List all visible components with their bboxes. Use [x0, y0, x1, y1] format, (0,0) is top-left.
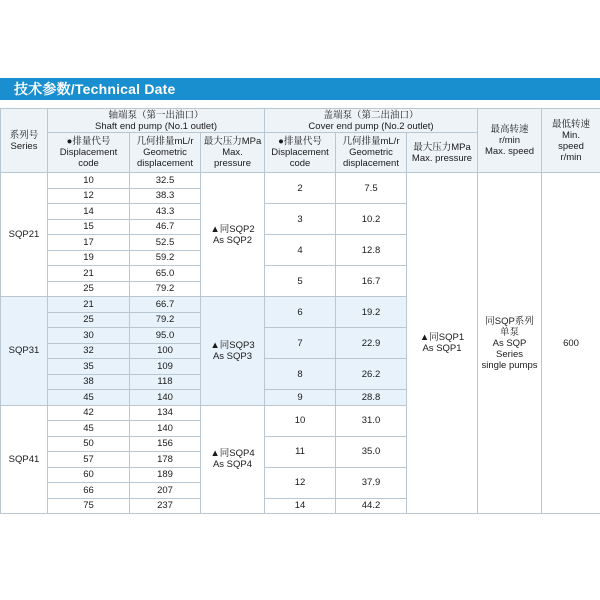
shaft-geo-disp-cell: 65.0 — [130, 266, 201, 282]
shaft-geo-disp-cell: 95.0 — [130, 328, 201, 344]
header-cover-disp-code: ●排量代号 Displacement code — [265, 133, 336, 173]
cover-geo-disp-cell: 35.0 — [336, 436, 407, 467]
cover-disp-code-cell: 7 — [265, 328, 336, 359]
series-cell: SQP21 — [1, 173, 48, 297]
cover-geo-disp-cell: 19.2 — [336, 297, 407, 328]
cover-geo-disp-cell: 28.8 — [336, 390, 407, 406]
cover-disp-code-cell: 14 — [265, 498, 336, 514]
shaft-disp-code-cell: 25 — [48, 281, 130, 297]
shaft-disp-code-cell: 32 — [48, 343, 130, 359]
shaft-disp-code-cell: 30 — [48, 328, 130, 344]
header-shaft-max-pressure: 最大压力MPa Max. pressure — [201, 133, 265, 173]
header-shaft-geo-disp: 几何排量mL/r Geometric displacement — [130, 133, 201, 173]
shaft-geo-disp-cell: 140 — [130, 421, 201, 437]
shaft-geo-disp-cell: 43.3 — [130, 204, 201, 220]
shaft-geo-disp-cell: 100 — [130, 343, 201, 359]
shaft-geo-disp-cell: 118 — [130, 374, 201, 390]
shaft-disp-code-cell: 38 — [48, 374, 130, 390]
shaft-disp-code-cell: 45 — [48, 390, 130, 406]
shaft-geo-disp-cell: 52.5 — [130, 235, 201, 251]
shaft-disp-code-cell: 17 — [48, 235, 130, 251]
cover-geo-disp-cell: 16.7 — [336, 266, 407, 297]
cover-geo-disp-cell: 44.2 — [336, 498, 407, 514]
cover-disp-code-cell: 6 — [265, 297, 336, 328]
shaft-disp-code-cell: 75 — [48, 498, 130, 514]
shaft-disp-code-cell: 66 — [48, 483, 130, 499]
shaft-disp-code-cell: 50 — [48, 436, 130, 452]
shaft-geo-disp-cell: 66.7 — [130, 297, 201, 313]
header-shaft-end-pump: 轴端泵（第一出油口） Shaft end pump (No.1 outlet) — [48, 109, 265, 133]
shaft-geo-disp-cell: 207 — [130, 483, 201, 499]
cover-disp-code-cell: 2 — [265, 173, 336, 204]
cover-geo-disp-cell: 22.9 — [336, 328, 407, 359]
cover-disp-code-cell: 4 — [265, 235, 336, 266]
cover-disp-code-cell: 5 — [265, 266, 336, 297]
section-title: 技术参数/Technical Date — [14, 81, 176, 97]
shaft-geo-disp-cell: 109 — [130, 359, 201, 375]
shaft-disp-code-cell: 35 — [48, 359, 130, 375]
series-cell: SQP31 — [1, 297, 48, 406]
shaft-disp-code-cell: 21 — [48, 266, 130, 282]
shaft-geo-disp-cell: 156 — [130, 436, 201, 452]
section-title-bar — [0, 78, 600, 100]
shaft-disp-code-cell: 14 — [48, 204, 130, 220]
shaft-geo-disp-cell: 189 — [130, 467, 201, 483]
shaft-disp-code-cell: 21 — [48, 297, 130, 313]
shaft-max-pressure-cell: ▲同SQP4 As SQP4 — [201, 405, 265, 514]
cover-geo-disp-cell: 12.8 — [336, 235, 407, 266]
shaft-geo-disp-cell: 32.5 — [130, 173, 201, 189]
cover-disp-code-cell: 9 — [265, 390, 336, 406]
cover-disp-code-cell: 10 — [265, 405, 336, 436]
shaft-disp-code-cell: 45 — [48, 421, 130, 437]
cover-geo-disp-cell: 37.9 — [336, 467, 407, 498]
table-body — [1, 173, 600, 514]
header-min-speed: 最低转速 Min. speed r/min — [542, 109, 600, 173]
shaft-geo-disp-cell: 38.3 — [130, 188, 201, 204]
shaft-disp-code-cell: 15 — [48, 219, 130, 235]
cover-disp-code-cell: 8 — [265, 359, 336, 390]
header-cover-end-pump: 盖端泵（第二出油口） Cover end pump (No.2 outlet) — [265, 109, 478, 133]
shaft-geo-disp-cell: 134 — [130, 405, 201, 421]
header-max-speed: 最高转速 r/min Max. speed — [478, 109, 542, 173]
cover-geo-disp-cell: 10.2 — [336, 204, 407, 235]
cover-geo-disp-cell: 7.5 — [336, 173, 407, 204]
shaft-disp-code-cell: 57 — [48, 452, 130, 468]
shaft-disp-code-cell: 60 — [48, 467, 130, 483]
shaft-max-pressure-cell: ▲同SQP2 As SQP2 — [201, 173, 265, 297]
shaft-geo-disp-cell: 79.2 — [130, 312, 201, 328]
shaft-max-pressure-cell: ▲同SQP3 As SQP3 — [201, 297, 265, 406]
cover-disp-code-cell: 3 — [265, 204, 336, 235]
cover-max-pressure-cell: ▲同SQP1 As SQP1 — [407, 173, 478, 514]
technical-data-table — [0, 108, 600, 514]
shaft-disp-code-cell: 25 — [48, 312, 130, 328]
table-row — [1, 173, 600, 189]
cover-geo-disp-cell: 26.2 — [336, 359, 407, 390]
cover-disp-code-cell: 11 — [265, 436, 336, 467]
shaft-geo-disp-cell: 140 — [130, 390, 201, 406]
shaft-geo-disp-cell: 237 — [130, 498, 201, 514]
shaft-disp-code-cell: 12 — [48, 188, 130, 204]
max-speed-cell: 同SQP系列 单泵 As SQP Series single pumps — [478, 173, 542, 514]
shaft-disp-code-cell: 42 — [48, 405, 130, 421]
header-series: 系列号 Series — [1, 109, 48, 173]
header-shaft-disp-code: ●排量代号 Displacement code — [48, 133, 130, 173]
series-cell: SQP41 — [1, 405, 48, 514]
shaft-geo-disp-cell: 79.2 — [130, 281, 201, 297]
cover-geo-disp-cell: 31.0 — [336, 405, 407, 436]
shaft-geo-disp-cell: 59.2 — [130, 250, 201, 266]
header-cover-max-pressure: 最大压力MPa Max. pressure — [407, 133, 478, 173]
shaft-disp-code-cell: 10 — [48, 173, 130, 189]
shaft-disp-code-cell: 19 — [48, 250, 130, 266]
header-cover-geo-disp: 几何排量mL/r Geometric displacement — [336, 133, 407, 173]
shaft-geo-disp-cell: 178 — [130, 452, 201, 468]
min-speed-cell: 600 — [542, 173, 600, 514]
cover-disp-code-cell: 12 — [265, 467, 336, 498]
shaft-geo-disp-cell: 46.7 — [130, 219, 201, 235]
